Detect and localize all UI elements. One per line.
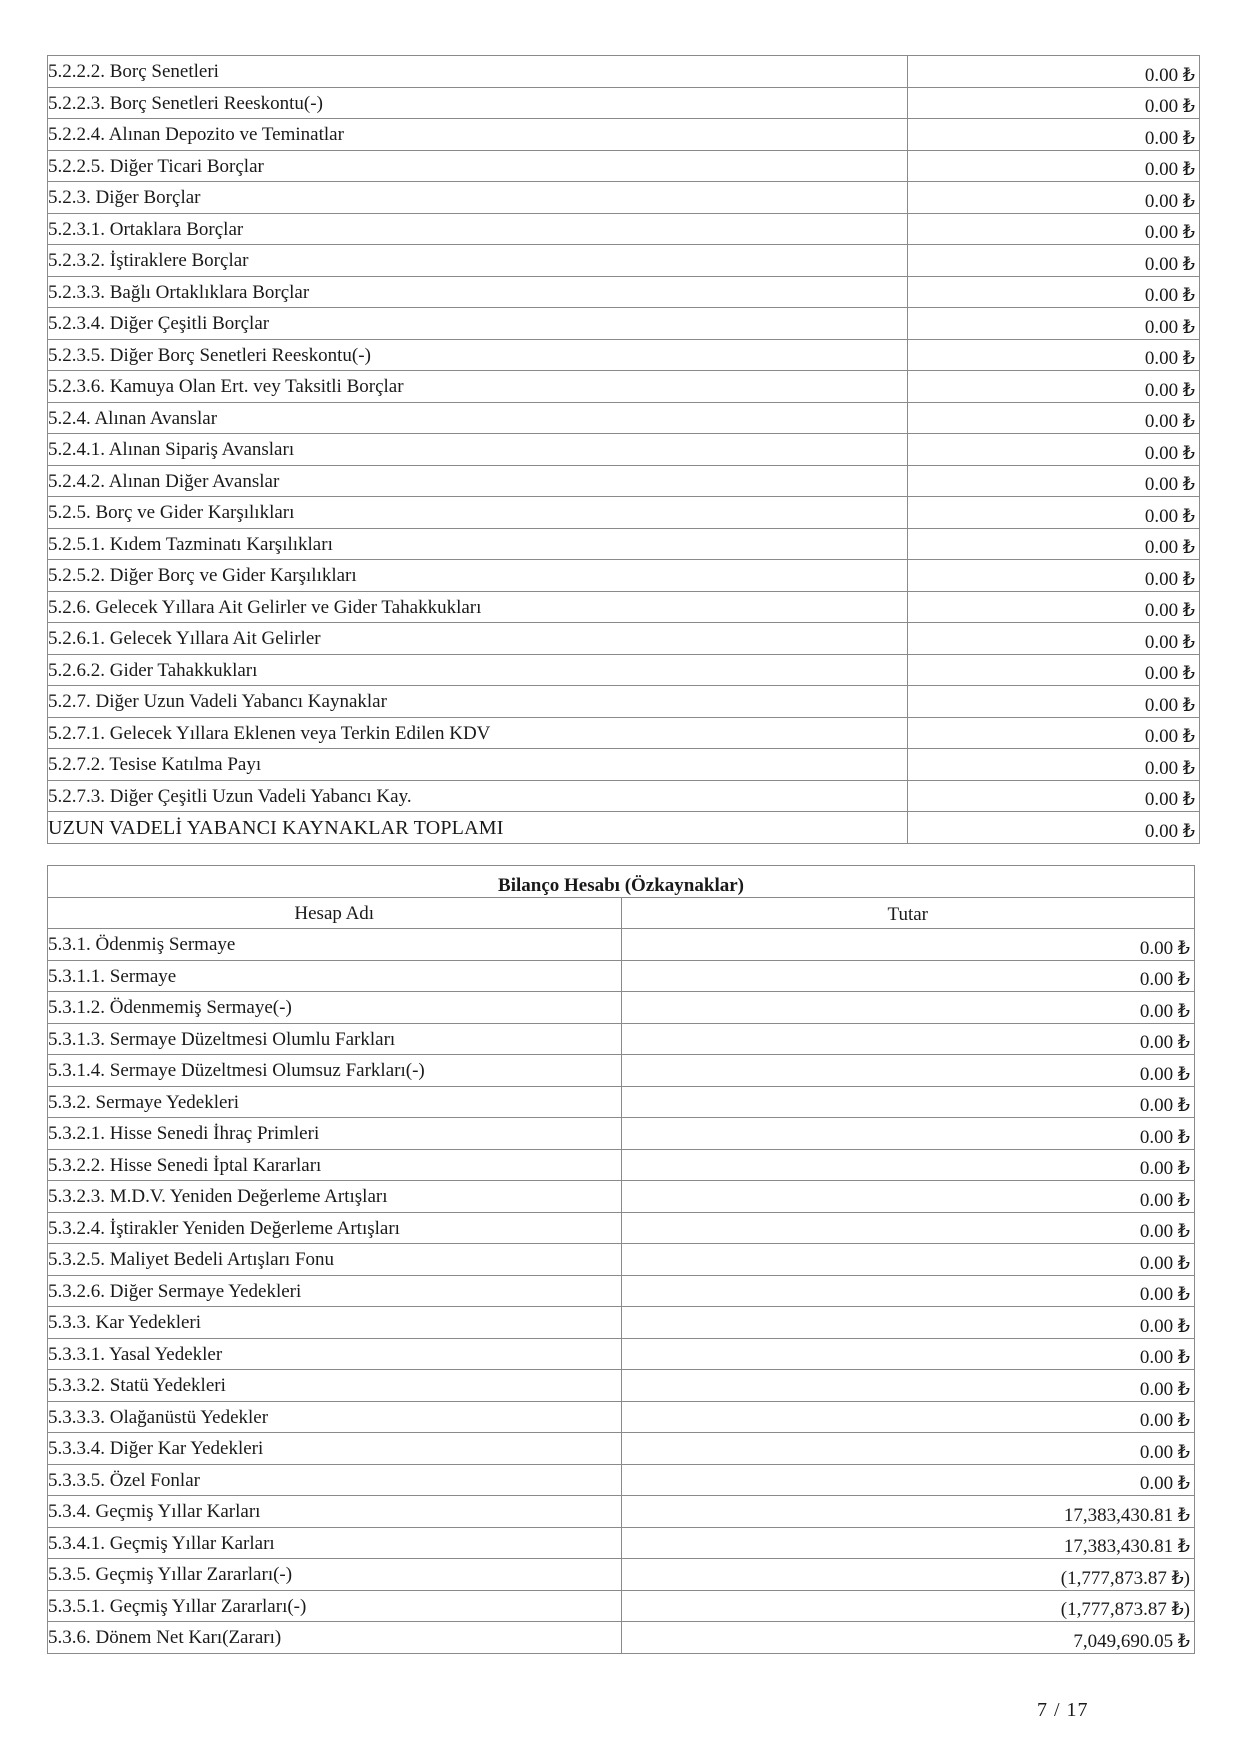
account-amount: 0.00 ₺ <box>908 497 1200 529</box>
account-amount: 0.00 ₺ <box>621 1149 1195 1181</box>
equity-table-body <box>48 866 1195 1654</box>
account-amount: 0.00 ₺ <box>908 434 1200 466</box>
account-name: 5.3.2.6. Diğer Sermaye Yedekleri <box>48 1275 622 1307</box>
account-row <box>48 1590 1195 1622</box>
account-amount: 0.00 ₺ <box>621 1370 1195 1402</box>
account-amount: 0.00 ₺ <box>621 1464 1195 1496</box>
account-row <box>48 245 1200 277</box>
account-name: 5.3.3.3. Olağanüstü Yedekler <box>48 1401 622 1433</box>
account-name: 5.2.7.3. Diğer Çeşitli Uzun Vadeli Yabancı Kay. <box>48 780 908 812</box>
account-row <box>48 1496 1195 1528</box>
liabilities-table <box>47 55 1200 844</box>
account-row <box>48 56 1200 88</box>
account-amount: 0.00 ₺ <box>621 1023 1195 1055</box>
account-name: 5.2.6.2. Gider Tahakkukları <box>48 654 908 686</box>
account-row <box>48 1181 1195 1213</box>
account-name: 5.3.3.1. Yasal Yedekler <box>48 1338 622 1370</box>
account-row <box>48 1149 1195 1181</box>
account-row <box>48 1464 1195 1496</box>
account-amount: 0.00 ₺ <box>908 465 1200 497</box>
account-row <box>48 812 1200 844</box>
account-amount: 0.00 ₺ <box>908 560 1200 592</box>
account-name: 5.2.4.1. Alınan Sipariş Avansları <box>48 434 908 466</box>
account-name: 5.2.5. Borç ve Gider Karşılıkları <box>48 497 908 529</box>
account-name: 5.3.3. Kar Yedekleri <box>48 1307 622 1339</box>
column-header-account-name: Hesap Adı <box>48 897 622 929</box>
account-row <box>48 528 1200 560</box>
account-name: 5.3.2.3. M.D.V. Yeniden Değerleme Artışları <box>48 1181 622 1213</box>
account-row <box>48 276 1200 308</box>
equity-header-row <box>48 897 1195 929</box>
liabilities-table-body <box>48 56 1200 844</box>
account-amount: 0.00 ₺ <box>621 1307 1195 1339</box>
account-amount: 0.00 ₺ <box>621 1275 1195 1307</box>
account-name: 5.2.5.2. Diğer Borç ve Gider Karşılıkları <box>48 560 908 592</box>
account-row <box>48 654 1200 686</box>
account-name: 5.3.4.1. Geçmiş Yıllar Karları <box>48 1527 622 1559</box>
account-name: 5.2.2.5. Diğer Ticari Borçlar <box>48 150 908 182</box>
account-amount: 0.00 ₺ <box>621 992 1195 1024</box>
account-row <box>48 749 1200 781</box>
account-row <box>48 150 1200 182</box>
account-amount: 0.00 ₺ <box>621 1401 1195 1433</box>
account-row <box>48 1023 1195 1055</box>
account-amount: 0.00 ₺ <box>621 1086 1195 1118</box>
account-name: 5.3.2. Sermaye Yedekleri <box>48 1086 622 1118</box>
account-amount: 17,383,430.81 ₺ <box>621 1496 1195 1528</box>
account-row <box>48 1338 1195 1370</box>
account-row <box>48 182 1200 214</box>
account-amount: 0.00 ₺ <box>908 56 1200 88</box>
column-header-amount: Tutar <box>621 897 1195 929</box>
account-amount: 0.00 ₺ <box>908 623 1200 655</box>
account-row <box>48 1212 1195 1244</box>
account-amount: 0.00 ₺ <box>908 213 1200 245</box>
account-amount: 0.00 ₺ <box>908 339 1200 371</box>
account-name: 5.3.1.3. Sermaye Düzeltmesi Olumlu Farkları <box>48 1023 622 1055</box>
account-row <box>48 717 1200 749</box>
account-amount: 0.00 ₺ <box>908 150 1200 182</box>
account-amount: 0.00 ₺ <box>908 245 1200 277</box>
account-amount: 0.00 ₺ <box>908 119 1200 151</box>
account-name: 5.2.6.1. Gelecek Yıllara Ait Gelirler <box>48 623 908 655</box>
account-name: 5.2.3.2. İştiraklere Borçlar <box>48 245 908 277</box>
page-number: 7 / 17 <box>1037 1699 1089 1721</box>
account-amount: (1,777,873.87 ₺) <box>621 1590 1195 1622</box>
account-name: 5.3.2.5. Maliyet Bedeli Artışları Fonu <box>48 1244 622 1276</box>
account-row <box>48 1055 1195 1087</box>
account-name: 5.3.3.2. Statü Yedekleri <box>48 1370 622 1402</box>
account-name: 5.3.5.1. Geçmiş Yıllar Zararları(-) <box>48 1590 622 1622</box>
account-name: 5.3.1. Ödenmiş Sermaye <box>48 929 622 961</box>
account-amount: 0.00 ₺ <box>908 371 1200 403</box>
account-name: 5.2.3.3. Bağlı Ortaklıklara Borçlar <box>48 276 908 308</box>
account-amount: 0.00 ₺ <box>908 402 1200 434</box>
account-row <box>48 497 1200 529</box>
account-name: 5.3.2.2. Hisse Senedi İptal Kararları <box>48 1149 622 1181</box>
account-name: 5.3.2.1. Hisse Senedi İhraç Primleri <box>48 1118 622 1150</box>
account-row <box>48 371 1200 403</box>
equity-section-title-row <box>48 866 1195 898</box>
account-amount: 0.00 ₺ <box>621 929 1195 961</box>
account-amount: 0.00 ₺ <box>908 749 1200 781</box>
account-name: UZUN VADELİ YABANCI KAYNAKLAR TOPLAMI <box>48 812 908 844</box>
account-amount: 7,049,690.05 ₺ <box>621 1622 1195 1654</box>
account-amount: 0.00 ₺ <box>621 1118 1195 1150</box>
account-row <box>48 960 1195 992</box>
account-amount: 17,383,430.81 ₺ <box>621 1527 1195 1559</box>
account-name: 5.3.4. Geçmiş Yıllar Karları <box>48 1496 622 1528</box>
account-row <box>48 992 1195 1024</box>
account-name: 5.3.3.4. Diğer Kar Yedekleri <box>48 1433 622 1465</box>
account-row <box>48 1244 1195 1276</box>
account-amount: 0.00 ₺ <box>908 591 1200 623</box>
account-row <box>48 1401 1195 1433</box>
account-row <box>48 1118 1195 1150</box>
account-row <box>48 929 1195 961</box>
account-name: 5.2.3.5. Diğer Borç Senetleri Reeskontu(-) <box>48 339 908 371</box>
account-amount: 0.00 ₺ <box>621 1181 1195 1213</box>
account-amount: 0.00 ₺ <box>908 87 1200 119</box>
account-name: 5.2.2.2. Borç Senetleri <box>48 56 908 88</box>
account-row <box>48 402 1200 434</box>
account-row <box>48 591 1200 623</box>
account-row <box>48 119 1200 151</box>
account-amount: 0.00 ₺ <box>908 528 1200 560</box>
account-amount: 0.00 ₺ <box>621 960 1195 992</box>
account-row <box>48 339 1200 371</box>
account-name: 5.2.6. Gelecek Yıllara Ait Gelirler ve Gider Tahakkukları <box>48 591 908 623</box>
account-name: 5.2.2.4. Alınan Depozito ve Teminatlar <box>48 119 908 151</box>
account-name: 5.2.7.2. Tesise Katılma Payı <box>48 749 908 781</box>
account-name: 5.3.1.1. Sermaye <box>48 960 622 992</box>
account-name: 5.2.7.1. Gelecek Yıllara Eklenen veya Terkin Edilen KDV <box>48 717 908 749</box>
account-amount: 0.00 ₺ <box>908 276 1200 308</box>
account-row <box>48 1275 1195 1307</box>
account-row <box>48 560 1200 592</box>
account-name: 5.3.5. Geçmiş Yıllar Zararları(-) <box>48 1559 622 1591</box>
account-amount: 0.00 ₺ <box>621 1055 1195 1087</box>
account-row <box>48 308 1200 340</box>
account-row <box>48 434 1200 466</box>
account-name: 5.3.1.4. Sermaye Düzeltmesi Olumsuz Farkları(-) <box>48 1055 622 1087</box>
equity-section-title: Bilanço Hesabı (Özkaynaklar) <box>48 866 1195 898</box>
account-amount: 0.00 ₺ <box>908 182 1200 214</box>
account-amount: 0.00 ₺ <box>621 1338 1195 1370</box>
account-amount: 0.00 ₺ <box>908 308 1200 340</box>
account-name: 5.2.3.6. Kamuya Olan Ert. vey Taksitli Borçlar <box>48 371 908 403</box>
account-amount: 0.00 ₺ <box>621 1244 1195 1276</box>
account-name: 5.2.4.2. Alınan Diğer Avanslar <box>48 465 908 497</box>
account-row <box>48 465 1200 497</box>
account-row <box>48 87 1200 119</box>
account-amount: 0.00 ₺ <box>908 717 1200 749</box>
account-row <box>48 1527 1195 1559</box>
account-row <box>48 1086 1195 1118</box>
account-name: 5.3.3.5. Özel Fonlar <box>48 1464 622 1496</box>
account-name: 5.3.2.4. İştirakler Yeniden Değerleme Artışları <box>48 1212 622 1244</box>
account-name: 5.2.4. Alınan Avanslar <box>48 402 908 434</box>
account-name: 5.2.3.1. Ortaklara Borçlar <box>48 213 908 245</box>
account-row <box>48 1559 1195 1591</box>
account-name: 5.2.3.4. Diğer Çeşitli Borçlar <box>48 308 908 340</box>
account-row <box>48 1370 1195 1402</box>
account-row <box>48 1307 1195 1339</box>
account-row <box>48 623 1200 655</box>
account-amount: 0.00 ₺ <box>908 654 1200 686</box>
account-name: 5.2.5.1. Kıdem Tazminatı Karşılıkları <box>48 528 908 560</box>
account-amount: 0.00 ₺ <box>908 686 1200 718</box>
account-amount: (1,777,873.87 ₺) <box>621 1559 1195 1591</box>
account-row <box>48 1433 1195 1465</box>
account-row <box>48 686 1200 718</box>
account-name: 5.2.7. Diğer Uzun Vadeli Yabancı Kaynaklar <box>48 686 908 718</box>
account-amount: 0.00 ₺ <box>621 1212 1195 1244</box>
account-name: 5.2.3. Diğer Borçlar <box>48 182 908 214</box>
account-row <box>48 213 1200 245</box>
account-row <box>48 1622 1195 1654</box>
account-name: 5.3.1.2. Ödenmemiş Sermaye(-) <box>48 992 622 1024</box>
account-name: 5.3.6. Dönem Net Karı(Zararı) <box>48 1622 622 1654</box>
account-amount: 0.00 ₺ <box>908 812 1200 844</box>
account-row <box>48 780 1200 812</box>
account-amount: 0.00 ₺ <box>621 1433 1195 1465</box>
equity-table <box>47 865 1195 1654</box>
account-name: 5.2.2.3. Borç Senetleri Reeskontu(-) <box>48 87 908 119</box>
account-amount: 0.00 ₺ <box>908 780 1200 812</box>
